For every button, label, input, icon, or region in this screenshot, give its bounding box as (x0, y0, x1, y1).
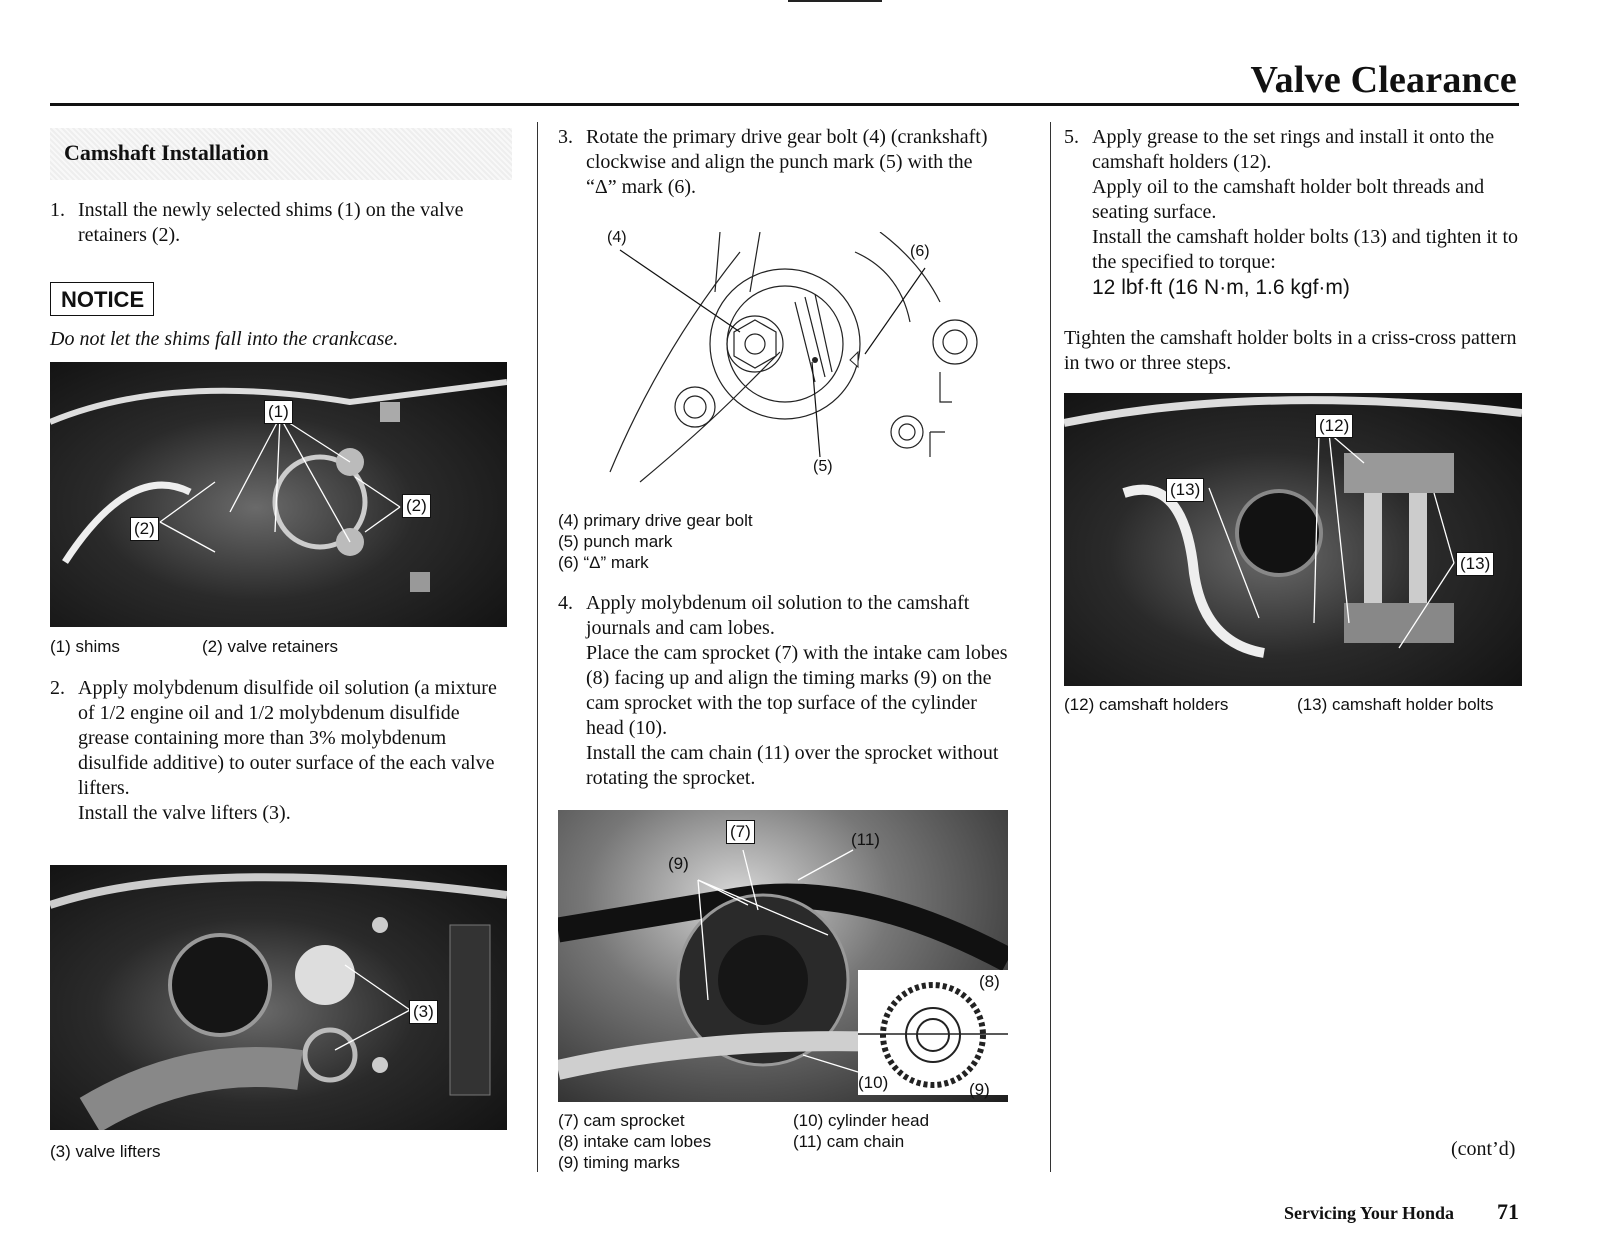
caption: (4) primary drive gear bolt (558, 511, 753, 530)
step-2 (50, 676, 512, 826)
section-title: Camshaft Installation (64, 140, 269, 165)
photo-cam-sprocket-linework (558, 810, 1008, 1102)
photo-valve-lifters-linework (50, 865, 507, 1130)
label-5: (5) (813, 458, 833, 475)
step-text: Apply molybdenum oil solution to the camshaft journals and cam lobes. (586, 592, 970, 639)
step-text: Apply grease to the set rings and install it onto the camshaft holders (12). (1092, 126, 1495, 173)
callout-13: (13) (1456, 552, 1494, 576)
callout-2: (2) (130, 517, 159, 541)
callout-12: (12) (1315, 414, 1353, 438)
caption: (8) intake cam lobes (558, 1132, 712, 1151)
step-text: Install the camshaft holder bolts (13) and tighten it to the specified to torque: (1092, 226, 1519, 273)
caption: (6) “Δ” mark (558, 553, 649, 572)
photo-cam-sprocket (558, 810, 1008, 1102)
caption: (2) valve retainers (202, 637, 339, 656)
callout-2: (2) (402, 494, 431, 518)
photo-camshaft-holders-linework (1064, 393, 1522, 686)
caption: (5) punch mark (558, 532, 673, 551)
caption: (9) timing marks (558, 1153, 680, 1172)
column-divider (1050, 122, 1051, 1172)
photo-valve-lifters (50, 865, 507, 1130)
title-rule (50, 103, 1519, 106)
column-divider (537, 122, 538, 1172)
top-crop-mark (788, 0, 882, 2)
caption: (11) cam chain (793, 1132, 905, 1151)
label-6: (6) (910, 243, 930, 260)
step-text: Place the cam sprocket (7) with the intake cam lobes (8) facing up and align the timing marks (9) on the cam sprocket with the top surface of the cylinder head (10). (586, 642, 1008, 739)
step-text: Apply molybdenum disulfide oil solution (a mixture of 1/2 engine oil and 1/2 molybdenum disulfide grease containing more than 3% molybdenum disulfide additive) to outer surface of the each valve lifters. (78, 677, 497, 799)
footer-label: Servicing Your Honda (1284, 1203, 1455, 1223)
callout-1: (1) (264, 400, 293, 424)
step-number: 3. (558, 126, 573, 148)
caption: (13) camshaft holder bolts (1297, 695, 1494, 714)
callout-13: (13) (1166, 478, 1204, 502)
diagram-crank-alignment-linework (600, 232, 980, 492)
step-text: Apply oil to the camshaft holder bolt threads and seating surface. (1092, 176, 1485, 223)
torque-spec: 12 lbf·ft (16 N·m, 1.6 kgf·m) (1092, 276, 1350, 299)
step-text: Install the newly selected shims (1) on the valve retainers (2). (78, 199, 464, 246)
step-text: Install the cam chain (11) over the sprocket without rotating the sprocket. (586, 742, 999, 789)
caption: (3) valve lifters (50, 1142, 161, 1161)
label-10: (10) (858, 1073, 889, 1092)
callout-7: (7) (726, 820, 755, 844)
notice-label: NOTICE (50, 282, 154, 316)
label-8: (8) (979, 972, 1000, 991)
caption: (10) cylinder head (793, 1111, 930, 1130)
caption: (12) camshaft holders (1064, 695, 1229, 714)
label-4: (4) (607, 229, 627, 246)
step-5 (1064, 125, 1532, 300)
callout-3: (3) (409, 1000, 438, 1024)
label-11: (11) (851, 830, 880, 849)
step-number: 5. (1064, 126, 1079, 148)
label-9: (9) (668, 854, 689, 873)
continued-label: (cont’d) (1451, 1138, 1516, 1160)
step-1 (50, 198, 490, 248)
label-9: (9) (969, 1080, 990, 1099)
tighten-note: Tighten the camshaft holder bolts in a criss-cross pattern in two or three steps. (1064, 327, 1517, 374)
page-title: Valve Clearance (1250, 59, 1517, 101)
step-number: 1. (50, 199, 65, 221)
step-number: 2. (50, 677, 65, 699)
step-text: Rotate the primary drive gear bolt (4) (crankshaft) clockwise and align the punch mark (5) with the “Δ” mark (6). (586, 126, 988, 198)
photo-shims (50, 362, 507, 627)
step-4 (558, 591, 1008, 791)
caption: (1) shims (50, 637, 120, 656)
step-text: Install the valve lifters (3). (78, 802, 291, 824)
diagram-crank-alignment (600, 229, 980, 492)
section-header (50, 128, 512, 180)
photo-camshaft-holders (1064, 393, 1522, 686)
step-number: 4. (558, 592, 573, 614)
caption: (7) cam sprocket (558, 1111, 685, 1130)
notice-text: Do not let the shims fall into the crankcase. (50, 328, 399, 350)
step-3 (558, 125, 998, 200)
page-number: 71 (1497, 1199, 1519, 1224)
